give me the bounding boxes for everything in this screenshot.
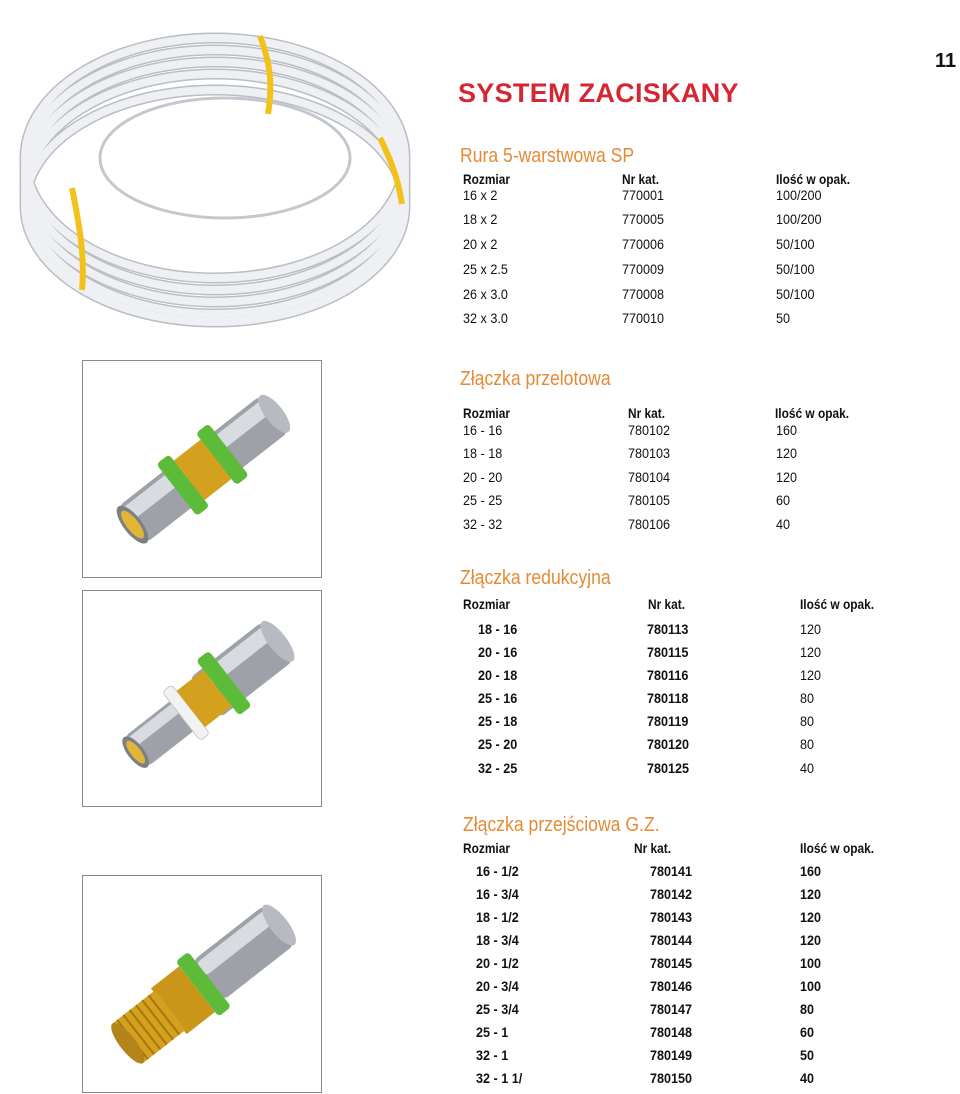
table-cell: 25 - 25 [463, 492, 503, 508]
table-cell: 40 [800, 760, 815, 776]
header-catalog: Nr kat. [622, 171, 660, 187]
table-cell: 60 [800, 1024, 815, 1040]
table-cell: 50 [800, 1047, 815, 1063]
table-cell: 770001 [622, 187, 665, 203]
table-cell: 780150 [650, 1070, 693, 1086]
table-cell: 780102 [628, 422, 671, 438]
table-cell: 25 - 1 [476, 1024, 509, 1040]
table-cell: 100/200 [776, 211, 822, 227]
table-cell: 780103 [628, 445, 671, 461]
table-cell: 20 - 3/4 [476, 978, 519, 994]
section-title-reducer: Złączka redukcyjna [460, 567, 611, 589]
table-cell: 40 [776, 516, 791, 532]
table-cell: 780113 [647, 621, 689, 637]
table-cell: 40 [800, 1070, 815, 1086]
table-cell: 160 [776, 422, 798, 438]
table-cell: 120 [800, 621, 822, 637]
table-cell: 50 [776, 310, 791, 326]
table-cell: 780119 [647, 713, 689, 729]
table-cell: 16 - 1/2 [476, 863, 519, 879]
header-quantity: Ilość w opak. [775, 405, 850, 421]
table-cell: 780142 [650, 886, 693, 902]
section-title-adapter: Złączka przejściowa G.Z. [463, 814, 660, 836]
table-cell: 18 x 2 [463, 211, 498, 227]
table-cell: 780125 [647, 760, 690, 776]
table-cell: 770006 [622, 236, 665, 252]
table-cell: 780116 [647, 667, 689, 683]
table-cell: 16 - 3/4 [476, 886, 519, 902]
table-cell: 25 - 18 [478, 713, 518, 729]
header-quantity: Ilość w opak. [800, 596, 875, 612]
table-cell: 25 - 3/4 [476, 1001, 519, 1017]
table-cell: 32 - 25 [478, 760, 518, 776]
page-title: SYSTEM ZACISKANY [458, 78, 739, 108]
table-cell: 120 [776, 469, 798, 485]
pipe-coil-image [10, 8, 420, 330]
table-cell: 50/100 [776, 236, 815, 252]
table-cell: 80 [800, 713, 815, 729]
table-cell: 770010 [622, 310, 665, 326]
table-cell: 20 - 16 [478, 644, 518, 660]
table-cell: 160 [800, 863, 822, 879]
table-cell: 120 [776, 445, 798, 461]
table-cell: 80 [800, 736, 815, 752]
table-cell: 780144 [650, 932, 693, 948]
table-cell: 770009 [622, 261, 665, 277]
table-cell: 20 - 1/2 [476, 955, 519, 971]
table-cell: 25 x 2.5 [463, 261, 508, 277]
header-size: Rozmiar [463, 840, 510, 856]
table-cell: 18 - 1/2 [476, 909, 519, 925]
header-size: Rozmiar [463, 405, 510, 421]
table-cell: 120 [800, 667, 822, 683]
table-cell: 32 x 3.0 [463, 310, 508, 326]
section-title-coupling: Złączka przelotowa [460, 368, 611, 390]
table-cell: 18 - 16 [478, 621, 518, 637]
table-cell: 780141 [650, 863, 693, 879]
page-number: 11 [935, 50, 957, 72]
table-cell: 780148 [650, 1024, 693, 1040]
table-cell: 25 - 20 [478, 736, 518, 752]
table-cell: 120 [800, 644, 822, 660]
table-cell: 780143 [650, 909, 693, 925]
table-cell: 100 [800, 955, 822, 971]
straight-coupling-image [82, 360, 322, 578]
table-cell: 780120 [647, 736, 690, 752]
table-cell: 780147 [650, 1001, 693, 1017]
male-thread-adapter-image [82, 875, 322, 1093]
table-cell: 770005 [622, 211, 665, 227]
header-catalog: Nr kat. [634, 840, 672, 856]
table-cell: 60 [776, 492, 791, 508]
table-cell: 780118 [647, 690, 689, 706]
header-catalog: Nr kat. [628, 405, 666, 421]
table-cell: 780106 [628, 516, 671, 532]
table-cell: 20 x 2 [463, 236, 498, 252]
table-cell: 20 - 18 [478, 667, 518, 683]
header-quantity: Ilość w opak. [776, 171, 851, 187]
table-cell: 50/100 [776, 286, 815, 302]
table-cell: 50/100 [776, 261, 815, 277]
table-cell: 18 - 3/4 [476, 932, 519, 948]
header-catalog: Nr kat. [648, 596, 686, 612]
header-size: Rozmiar [463, 171, 510, 187]
header-size: Rozmiar [463, 596, 510, 612]
table-cell: 100 [800, 978, 822, 994]
table-cell: 780145 [650, 955, 693, 971]
table-cell: 780149 [650, 1047, 693, 1063]
table-cell: 120 [800, 886, 822, 902]
table-cell: 16 - 16 [463, 422, 503, 438]
table-cell: 32 - 1 [476, 1047, 509, 1063]
table-cell: 16 x 2 [463, 187, 498, 203]
table-cell: 80 [800, 1001, 815, 1017]
table-cell: 20 - 20 [463, 469, 503, 485]
table-cell: 18 - 18 [463, 445, 503, 461]
header-quantity: Ilość w opak. [800, 840, 875, 856]
table-cell: 780146 [650, 978, 693, 994]
table-cell: 32 - 32 [463, 516, 503, 532]
table-cell: 25 - 16 [478, 690, 518, 706]
table-cell: 780115 [647, 644, 689, 660]
table-cell: 780105 [628, 492, 671, 508]
table-cell: 770008 [622, 286, 665, 302]
table-cell: 120 [800, 932, 822, 948]
table-cell: 26 x 3.0 [463, 286, 508, 302]
table-cell: 120 [800, 909, 822, 925]
table-cell: 100/200 [776, 187, 822, 203]
table-cell: 32 - 1 1/ [476, 1070, 523, 1086]
section-title-pipe: Rura 5-warstwowa SP [460, 145, 635, 167]
table-cell: 780104 [628, 469, 671, 485]
reducing-coupling-image [82, 590, 322, 807]
table-cell: 80 [800, 690, 815, 706]
